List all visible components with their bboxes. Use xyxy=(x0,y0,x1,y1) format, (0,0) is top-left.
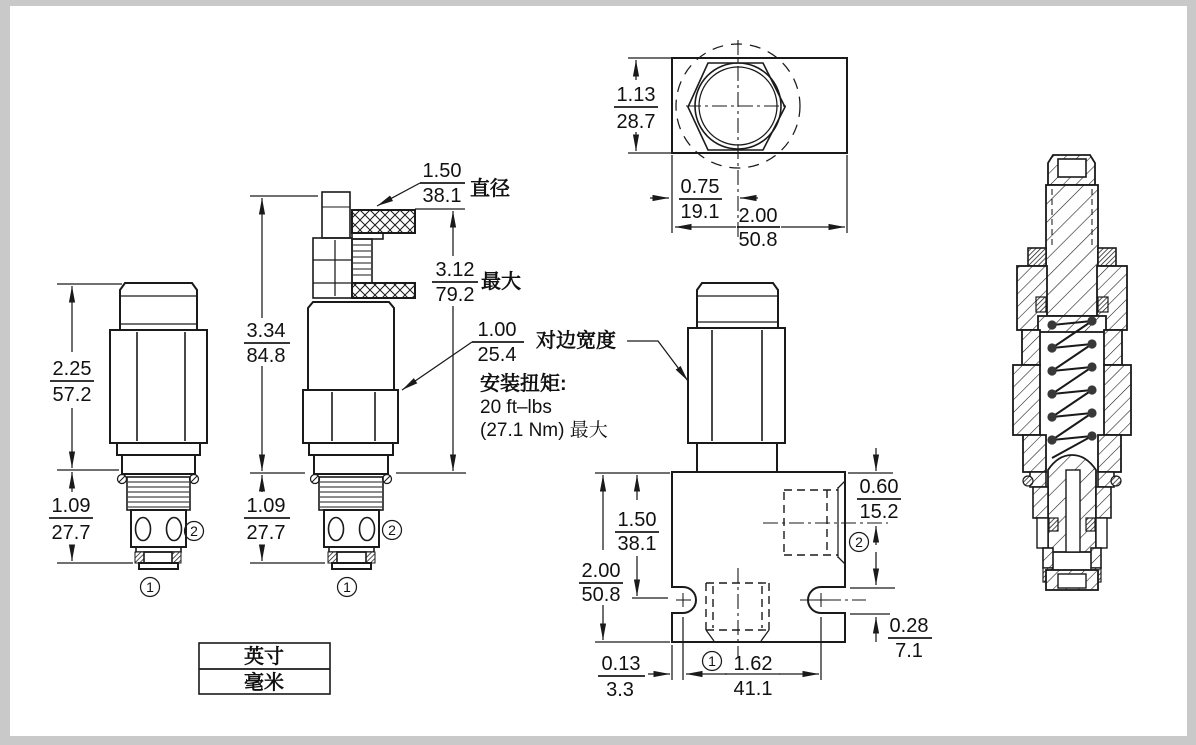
valve-hex-body xyxy=(688,328,785,443)
section-hex-wall xyxy=(1013,365,1040,435)
cross-hole xyxy=(329,518,344,541)
port1-label: 1 xyxy=(343,579,351,595)
section-spring xyxy=(1052,321,1092,458)
dim-hex-flats-mm: 25.4 xyxy=(477,344,517,366)
dim-slot-width-in: 0.28 xyxy=(889,615,929,637)
top-view xyxy=(614,40,847,251)
dim-hex-flats-in: 1.00 xyxy=(477,319,517,341)
valve-cap xyxy=(697,283,778,328)
dim-hole-offset-mm: 3.3 xyxy=(606,679,634,701)
dim-mid-height-in: 3.34 xyxy=(246,320,286,342)
section-pilot-passage xyxy=(1066,470,1080,552)
section-port-window xyxy=(1096,518,1107,548)
dim-top-width-mm: 50.8 xyxy=(738,229,778,251)
dim-mid-lower-in: 1.09 xyxy=(246,495,286,517)
section-jam-nut xyxy=(1028,248,1046,266)
dim-hole-spacing-in: 1.62 xyxy=(733,653,773,675)
dim-mid-max-in: 3.12 xyxy=(435,259,475,281)
manifold-block xyxy=(672,472,845,642)
dim-slot-width-mm: 7.1 xyxy=(895,640,923,662)
dim-left-lower-mm: 27.7 xyxy=(51,522,91,544)
dim-left-lower-in: 1.09 xyxy=(51,495,91,517)
dim-port2-depth-mm: 15.2 xyxy=(859,501,899,523)
knob-thread-stem xyxy=(352,239,372,283)
section-port-window xyxy=(1037,518,1048,548)
dim-left-height-mm: 57.2 xyxy=(52,384,92,406)
knob-knurl-top xyxy=(352,210,415,233)
dim-hole-offset-in: 0.13 xyxy=(601,653,641,675)
o-ring-icon xyxy=(366,552,375,563)
dim-top-width-in: 2.00 xyxy=(738,205,778,227)
left-valve-view xyxy=(49,283,207,597)
section-hex-wall xyxy=(1104,365,1131,435)
jam-nut xyxy=(313,238,352,298)
port2-label: 2 xyxy=(388,522,396,538)
o-ring-icon xyxy=(1036,297,1046,312)
dim-top-height-mm: 28.7 xyxy=(616,111,656,133)
dim-block-height-mm: 50.8 xyxy=(581,584,621,606)
dim-top-offset-in: 0.75 xyxy=(680,176,720,198)
o-ring-icon xyxy=(135,552,144,563)
o-ring-icon xyxy=(1023,476,1033,486)
note-torque-metric: (27.1 Nm) 最大 xyxy=(480,420,608,441)
dim-hole-spacing-mm: 41.1 xyxy=(733,678,773,700)
o-ring-icon xyxy=(1049,518,1058,531)
dim-mid-lower-mm: 27.7 xyxy=(246,522,286,544)
note-torque-value: 20 ft–lbs xyxy=(480,397,552,418)
dim-left-height-in: 2.25 xyxy=(52,358,92,380)
section-adjust-screw xyxy=(1046,185,1098,316)
cross-hole xyxy=(167,518,182,541)
dim-top-height-in: 1.13 xyxy=(616,84,656,106)
o-ring-icon xyxy=(1098,297,1108,312)
valve-hex-body xyxy=(303,390,398,443)
units-legend xyxy=(199,643,330,694)
o-ring-icon xyxy=(1111,476,1121,486)
valve-nose xyxy=(139,563,178,569)
knob-knurl-bottom xyxy=(352,283,415,298)
valve-cap xyxy=(120,283,197,330)
o-ring-icon xyxy=(1086,518,1095,531)
cross-hole xyxy=(360,518,375,541)
dim-mid-max-mm: 79.2 xyxy=(435,284,475,306)
adjust-stem xyxy=(322,192,350,238)
dim-block-port-depth-mm: 38.1 xyxy=(617,533,657,555)
note-torque-title: 安装扭矩: xyxy=(480,373,567,395)
installed-valve-view xyxy=(579,283,932,701)
units-mm-label: 毫米 xyxy=(244,672,284,694)
installed-view-dim-lines xyxy=(595,448,895,680)
cross-section-view xyxy=(1013,155,1131,590)
note-across-flats: 对边宽度 xyxy=(536,330,616,352)
dim-block-port-depth-in: 1.50 xyxy=(617,509,657,531)
note-max: 最大 xyxy=(481,271,521,293)
dim-mid-height-mm: 84.8 xyxy=(246,345,286,367)
port1-label: 1 xyxy=(708,653,716,669)
note-diameter: 直径 xyxy=(470,178,510,200)
dim-knob-dia-mm: 38.1 xyxy=(422,185,462,207)
middle-valve-view xyxy=(244,160,688,597)
valve-hex-body xyxy=(110,330,207,443)
port2-label: 2 xyxy=(855,534,863,550)
units-inches-label: 英寸 xyxy=(244,646,284,668)
middle-view-extension-lines xyxy=(250,183,688,563)
dim-port2-depth-in: 0.60 xyxy=(859,476,899,498)
section-jam-nut xyxy=(1098,248,1116,266)
dim-knob-dia-in: 1.50 xyxy=(422,160,462,182)
valve-neck xyxy=(697,443,777,472)
valve-body xyxy=(308,302,394,390)
o-ring-icon xyxy=(328,552,337,563)
o-ring-icon xyxy=(172,552,181,563)
port1-label: 1 xyxy=(146,579,154,595)
cross-hole xyxy=(136,518,151,541)
port2-label: 2 xyxy=(190,523,198,539)
valve-nose xyxy=(332,563,371,569)
dim-top-offset-mm: 19.1 xyxy=(680,201,720,223)
dim-block-height-in: 2.00 xyxy=(581,560,621,582)
